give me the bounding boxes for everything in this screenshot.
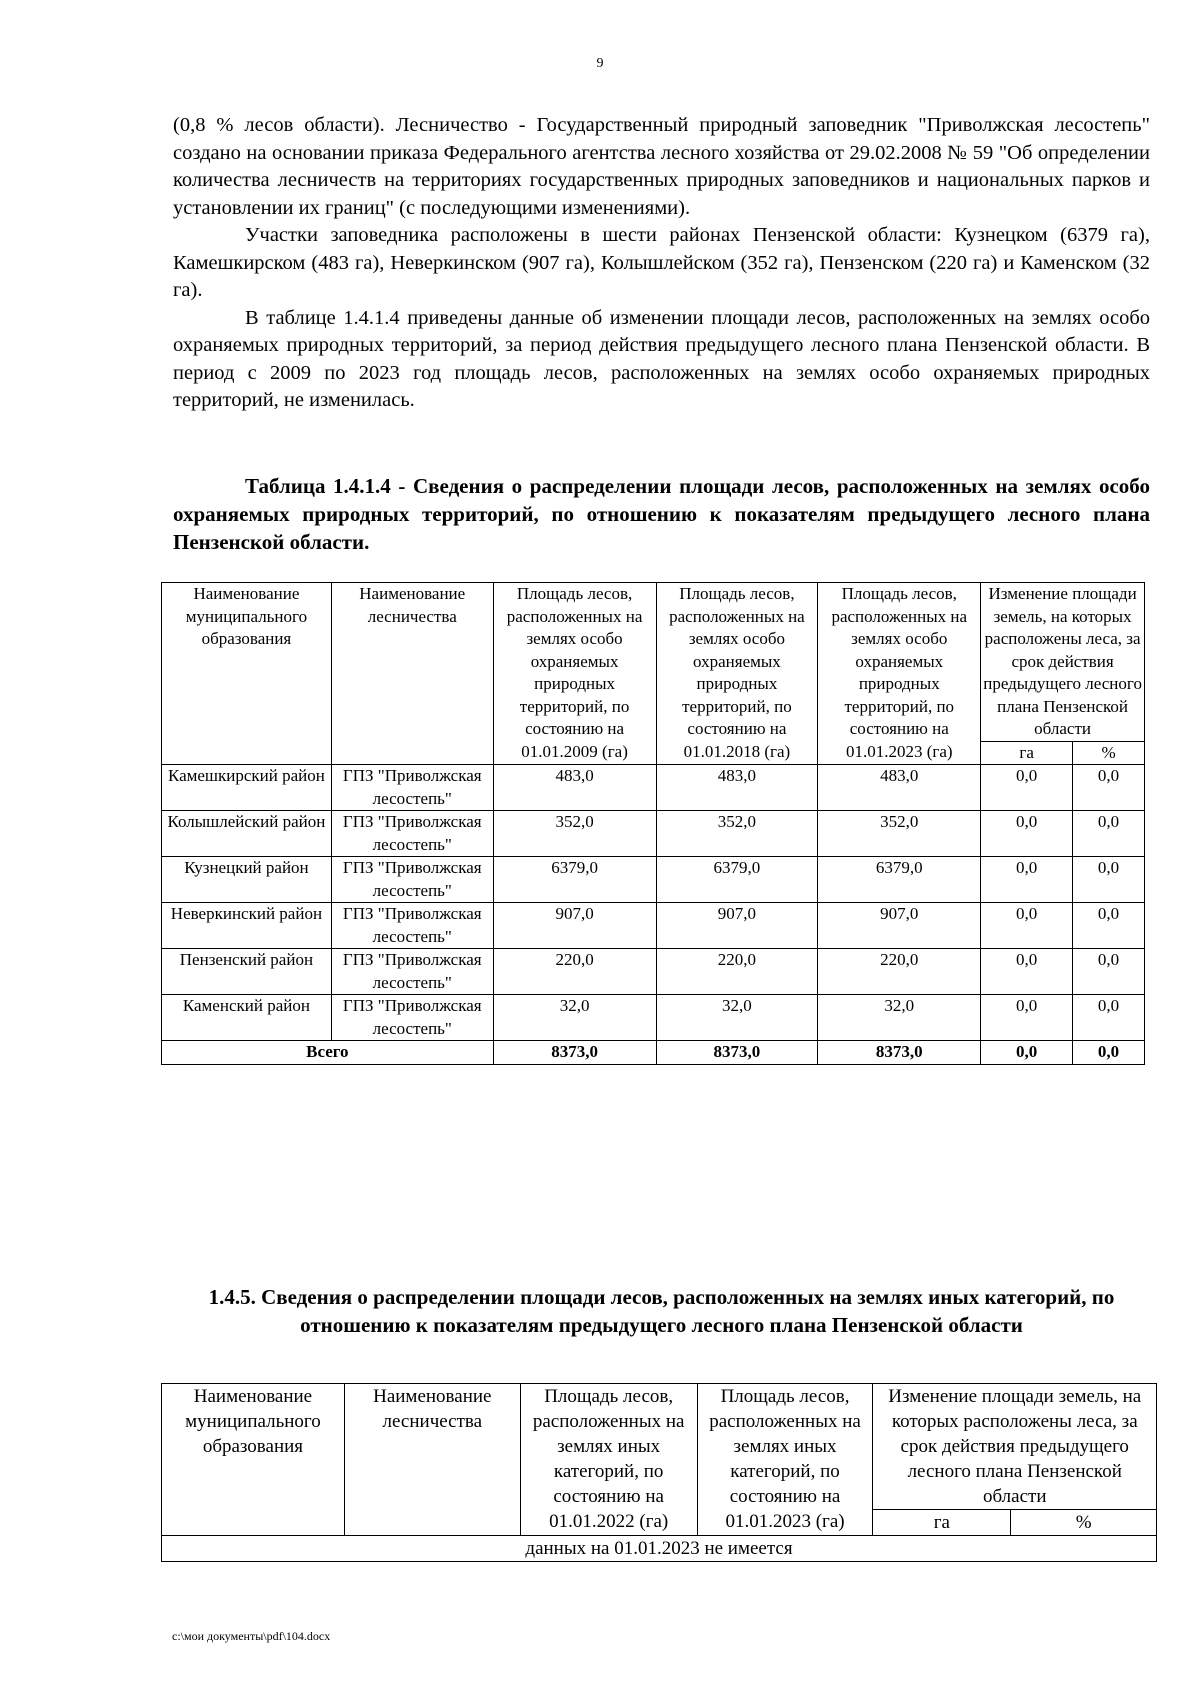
cell-area-2023: 220,0 bbox=[818, 949, 981, 995]
cell-change-ha: 0,0 bbox=[981, 811, 1073, 857]
cell-area-2023: 6379,0 bbox=[818, 857, 981, 903]
cell-municipality: Неверкинский район bbox=[162, 903, 332, 949]
cell-area-2023: 907,0 bbox=[818, 903, 981, 949]
cell-municipality: Кузнецкий район bbox=[162, 857, 332, 903]
table-row bbox=[162, 995, 1145, 1041]
header-forestry: Наименование лесничества bbox=[331, 583, 493, 765]
cell-forestry: ГПЗ "Приволжская лесостепь" bbox=[331, 995, 493, 1041]
cell-municipality: Пензенский район bbox=[162, 949, 332, 995]
cell-forestry: ГПЗ "Приволжская лесостепь" bbox=[331, 949, 493, 995]
table-row bbox=[162, 903, 1145, 949]
cell-forestry: ГПЗ "Приволжская лесостепь" bbox=[331, 765, 493, 811]
page-number: 9 bbox=[596, 56, 604, 71]
cell-forestry: ГПЗ "Приволжская лесостепь" bbox=[331, 903, 493, 949]
cell-area-2023: 352,0 bbox=[818, 811, 981, 857]
total-area-2023: 8373,0 bbox=[818, 1041, 981, 1065]
header-forestry: Наименование лесничества bbox=[344, 1384, 520, 1536]
cell-area-2023: 32,0 bbox=[818, 995, 981, 1041]
cell-area-2018: 6379,0 bbox=[656, 857, 818, 903]
cell-change-pct: 0,0 bbox=[1073, 811, 1145, 857]
table-header-row bbox=[162, 583, 1145, 742]
header-municipality: Наименование муниципального образования bbox=[162, 1384, 345, 1536]
cell-municipality: Каменский район bbox=[162, 995, 332, 1041]
cell-forestry: ГПЗ "Приволжская лесостепь" bbox=[331, 857, 493, 903]
header-change-ha: га bbox=[873, 1510, 1011, 1536]
total-change-ha: 0,0 bbox=[981, 1041, 1073, 1065]
cell-area-2023: 483,0 bbox=[818, 765, 981, 811]
table-row bbox=[162, 949, 1145, 995]
cell-area-2018: 907,0 bbox=[656, 903, 818, 949]
header-area-2009: Площадь лесов, расположенных на землях особо охраняемых природных территорий, по состоянию на 01.01.2009 (га) bbox=[493, 583, 656, 765]
cell-municipality: Колышлейский район bbox=[162, 811, 332, 857]
cell-change-pct: 0,0 bbox=[1073, 857, 1145, 903]
cell-change-ha: 0,0 bbox=[981, 857, 1073, 903]
cell-area-2009: 483,0 bbox=[493, 765, 656, 811]
table-caption: Таблица 1.4.1.4 - Сведения о распределении площади лесов, расположенных на землях особо охраняемых природных территорий, по отношению к показателям предыдущего лесного плана Пензенской области. bbox=[173, 474, 1150, 554]
cell-area-2018: 32,0 bbox=[656, 995, 818, 1041]
cell-change-pct: 0,0 bbox=[1073, 995, 1145, 1041]
table-row bbox=[162, 765, 1145, 811]
cell-change-ha: 0,0 bbox=[981, 765, 1073, 811]
cell-area-2009: 32,0 bbox=[493, 995, 656, 1041]
paragraph: В таблице 1.4.1.4 приведены данные об изменении площади лесов, расположенных на землях особо охраняемых природных территорий, за период действия предыдущего лесного плана Пензенской области. В период с 2009 по 2023 год площадь лесов, расположенных на землях особо охраняемых природных территорий, не изменилась. bbox=[173, 306, 1150, 411]
cell-area-2018: 483,0 bbox=[656, 765, 818, 811]
cell-change-ha: 0,0 bbox=[981, 903, 1073, 949]
cell-change-pct: 0,0 bbox=[1073, 903, 1145, 949]
footer-file-path: c:\мои документы\pdf\104.docx bbox=[172, 1629, 331, 1643]
header-municipality: Наименование муниципального образования bbox=[162, 583, 332, 765]
cell-change-ha: 0,0 bbox=[981, 995, 1073, 1041]
cell-municipality: Камешкирский район bbox=[162, 765, 332, 811]
header-area-2023: Площадь лесов, расположенных на землях иных категорий, по состоянию на 01.01.2023 (га) bbox=[697, 1384, 873, 1536]
oopt-forest-table bbox=[161, 582, 1145, 1065]
cell-change-ha: 0,0 bbox=[981, 949, 1073, 995]
cell-area-2009: 907,0 bbox=[493, 903, 656, 949]
cell-area-2018: 220,0 bbox=[656, 949, 818, 995]
total-label: Всего bbox=[162, 1041, 494, 1065]
table-total-row bbox=[162, 1041, 1145, 1065]
table-row bbox=[162, 1536, 1157, 1562]
paragraph: (0,8 % лесов области). Лесничество - Государственный природный заповедник "Приволжская лесостепь" создано на основании приказа Федерального агентства лесного хозяйства от 29.02.2008 № 59 "Об определении количества лесничеств на территориях государственных природных заповедников и национальных парков и установлении их границ" (с последующими изменениями). bbox=[173, 114, 1150, 219]
table-header-row bbox=[162, 1384, 1157, 1510]
total-area-2009: 8373,0 bbox=[493, 1041, 656, 1065]
paragraph: Участки заповедника расположены в шести районах Пензенской области: Кузнецком (6379 га), Камешкирском (483 га), Неверкинском (907 га), Колышлейском (352 га), Пензенском (220 га) и Каменском (32 га). bbox=[173, 224, 1150, 301]
header-area-2023: Площадь лесов, расположенных на землях особо охраняемых природных территорий, по состоянию на 01.01.2023 (га) bbox=[818, 583, 981, 765]
cell-area-2018: 352,0 bbox=[656, 811, 818, 857]
cell-area-2009: 352,0 bbox=[493, 811, 656, 857]
header-change-pct: % bbox=[1011, 1510, 1157, 1536]
header-change: Изменение площади земель, на которых расположены леса, за срок действия предыдущего лесного плана Пензенской области bbox=[981, 583, 1145, 742]
cell-area-2009: 220,0 bbox=[493, 949, 656, 995]
total-change-pct: 0,0 bbox=[1073, 1041, 1145, 1065]
header-area-2018: Площадь лесов, расположенных на землях особо охраняемых природных территорий, по состоянию на 01.01.2018 (га) bbox=[656, 583, 818, 765]
header-change-ha: га bbox=[981, 741, 1073, 765]
cell-change-pct: 0,0 bbox=[1073, 765, 1145, 811]
header-area-2022: Площадь лесов, расположенных на землях иных категорий, по состоянию на 01.01.2022 (га) bbox=[520, 1384, 697, 1536]
table-row bbox=[162, 811, 1145, 857]
no-data-cell: данных на 01.01.2023 не имеется bbox=[162, 1536, 1157, 1562]
header-change-pct: % bbox=[1073, 741, 1145, 765]
table-row bbox=[162, 857, 1145, 903]
header-change: Изменение площади земель, на которых расположены леса, за срок действия предыдущего лесного плана Пензенской области bbox=[873, 1384, 1157, 1510]
other-lands-forest-table bbox=[161, 1383, 1157, 1562]
cell-area-2009: 6379,0 bbox=[493, 857, 656, 903]
total-area-2018: 8373,0 bbox=[656, 1041, 818, 1065]
section-heading: 1.4.5. Сведения о распределении площади лесов, расположенных на землях иных категорий, по отношению к показателям предыдущего лесного плана Пензенской области bbox=[208, 1285, 1115, 1337]
cell-forestry: ГПЗ "Приволжская лесостепь" bbox=[331, 811, 493, 857]
body-text bbox=[173, 112, 1150, 415]
cell-change-pct: 0,0 bbox=[1073, 949, 1145, 995]
